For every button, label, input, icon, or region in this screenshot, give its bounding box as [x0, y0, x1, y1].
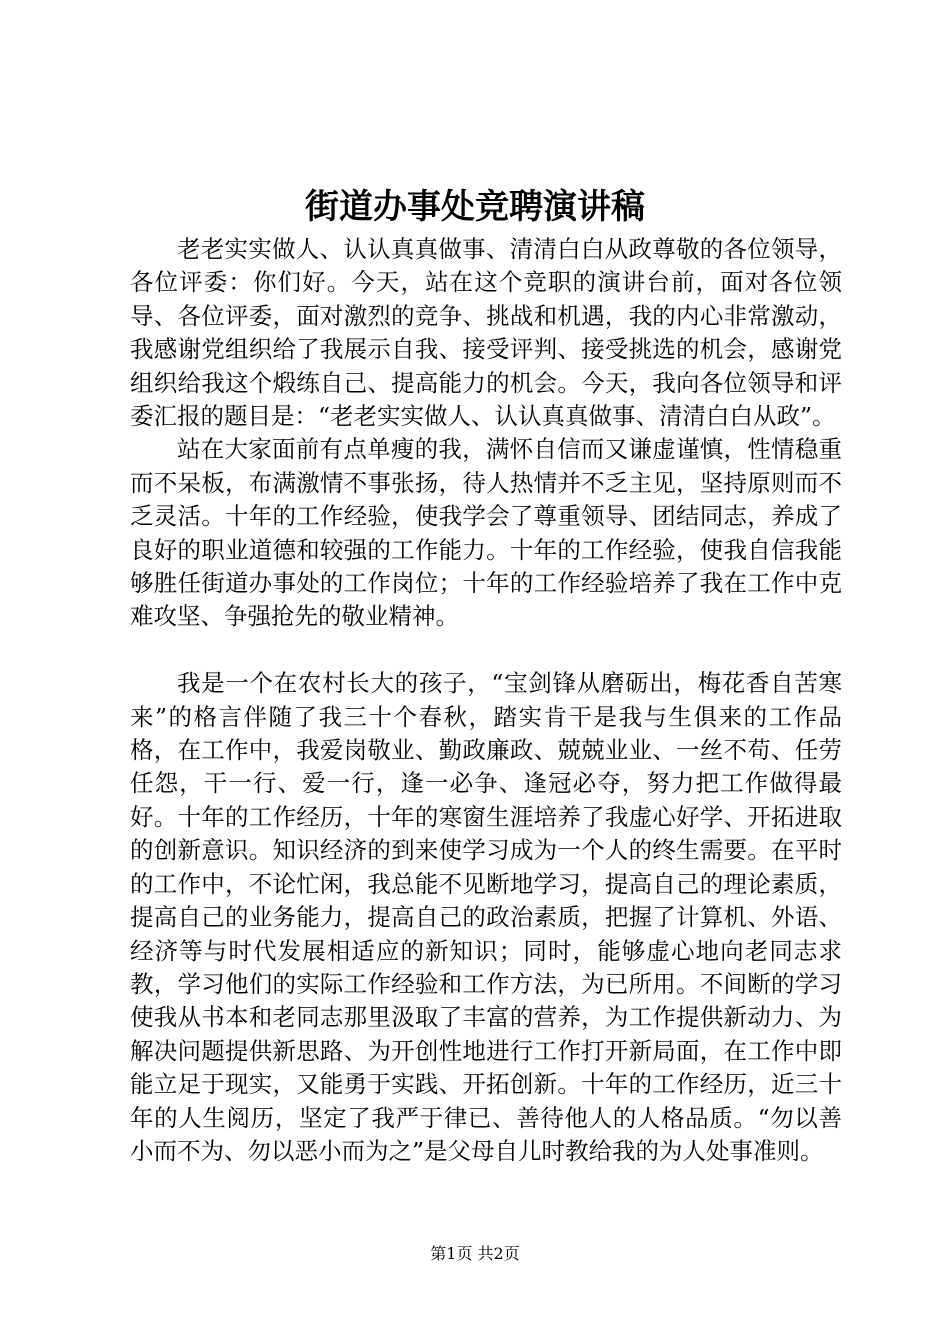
paragraph-1: 老老实实做人、认认真真做事、清清白白从政尊敬的各位领导，各位评委：你们好。今天，站在这个竞职的演讲台前，面对各位领导、各位评委，面对激烈的竞争、挑战和机遇，我的内心非常激动，我感谢党组织给了我展示自我、接受评判、接受挑选的机会，感谢党组织给我这个煅练自己、提高能力的机会。今天，我向各位领导和评委汇报的题目是：“老老实实做人、认认真真做事、清清白白从政”。 — [130, 235, 842, 431]
document-title: 街道办事处竞聘演讲稿 — [305, 187, 645, 227]
paragraph-2: 站在大家面前有点单瘦的我，满怀自信而又谦虚谨慎，性情稳重而不呆板，布满激情不事张扬，待人热情并不乏主见，坚持原则而不乏灵活。十年的工作经验，使我学会了尊重领导、团结同志，养成了良好的职业道德和较强的工作能力。十年的工作经验，使我自信我能够胜任街道办事处的工作岗位；十年的工作经验培养了我在工作中克难攻坚、争强抢先的敬业精神。 — [130, 435, 842, 631]
page-number-footer: 第1页 共2页 — [430, 1244, 520, 1263]
paragraph-3: 我是一个在农村长大的孩子，“宝剑锋从磨砺出，梅花香自苦寒来”的格言伴随了我三十个春秋，踏实肯干是我与生俱来的工作品格，在工作中，我爱岗敬业、勤政廉政、兢兢业业、一丝不苟、任劳任怨，干一行、爱一行，逢一必争、逢冠必夺，努力把工作做得最好。十年的工作经历，十年的寒窗生涯培养了我虚心好学、开拓进取的创新意识。知识经济的到来使学习成为一个人的终生需要。在平时的工作中，不论忙闲，我总能不见断地学习，提高自己的理论素质，提高自己的业务能力，提高自己的政治素质，把握了计算机、外语、经济等与时代发展相适应的新知识；同时，能够虚心地向老同志求教，学习他们的实际工作经验和工作方法，为已所用。不间断的学习使我从书本和老同志那里汲取了丰富的营养，为工作提供新动力、为解决问题提供新思路、为开创性地进行工作打开新局面，在工作中即能立足于现实，又能勇于实践、开拓创新。十年的工作经历，近三十年的人生阅历，坚定了我严于律已、善待他人的人格品质。“勿以善小而不为、勿以恶小而为之”是父母自儿时教给我的为人处事准则。 — [130, 669, 842, 1165]
document-body — [130, 233, 842, 1168]
